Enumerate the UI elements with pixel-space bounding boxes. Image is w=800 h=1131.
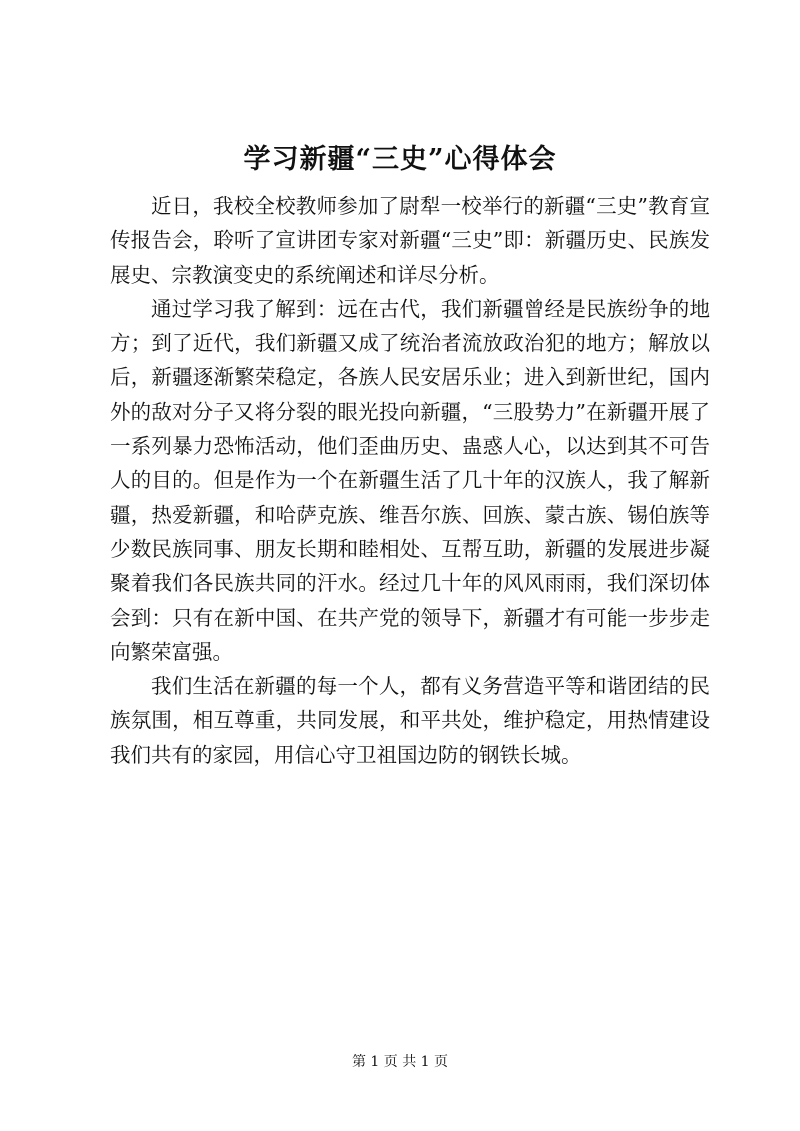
- paragraph-3: 我们生活在新疆的每一个人，都有义务营造平等和谐团结的民族氛围，相互尊重，共同发展，和平共处，维护稳定，用热情建设我们共有的家园，用信心守卫祖国边防的钢铁长城。: [110, 674, 710, 767]
- paragraph-1: 近日，我校全校教师参加了尉犁一校举行的新疆“三史”教育宣传报告会，聆听了宣讲团专家对新疆“三史”即：新疆历史、民族发展史、宗教演变史的系统阐述和详尽分析。: [110, 194, 710, 287]
- document-title: 学习新疆“三史”心得体会: [243, 144, 557, 175]
- page-number-footer: 第 1 页 共 1 页: [351, 1054, 449, 1070]
- document-body: [110, 189, 710, 772]
- paragraph-2: 通过学习我了解到：远在古代，我们新疆曾经是民族纷争的地方；到了近代，我们新疆又成了统治者流放政治犯的地方；解放以后，新疆逐渐繁荣稳定，各族人民安居乐业；进入到新世纪，国内外的敌对分子又将分裂的眼光投向新疆，“三股势力”在新疆开展了一系列暴力恐怖活动，他们歪曲历史、蛊惑人心，以达到其不可告人的目的。但是作为一个在新疆生活了几十年的汉族人，我了解新疆，热爱新疆，和哈萨克族、维吾尔族、回族、蒙古族、锡伯族等少数民族同事、朋友长期和睦相处、互帮互助，新疆的发展进步凝聚着我们各民族共同的汗水。经过几十年的风风雨雨，我们深切体会到：只有在新中国、在共产党的领导下，新疆才有可能一步步走向繁荣富强。: [110, 296, 710, 664]
